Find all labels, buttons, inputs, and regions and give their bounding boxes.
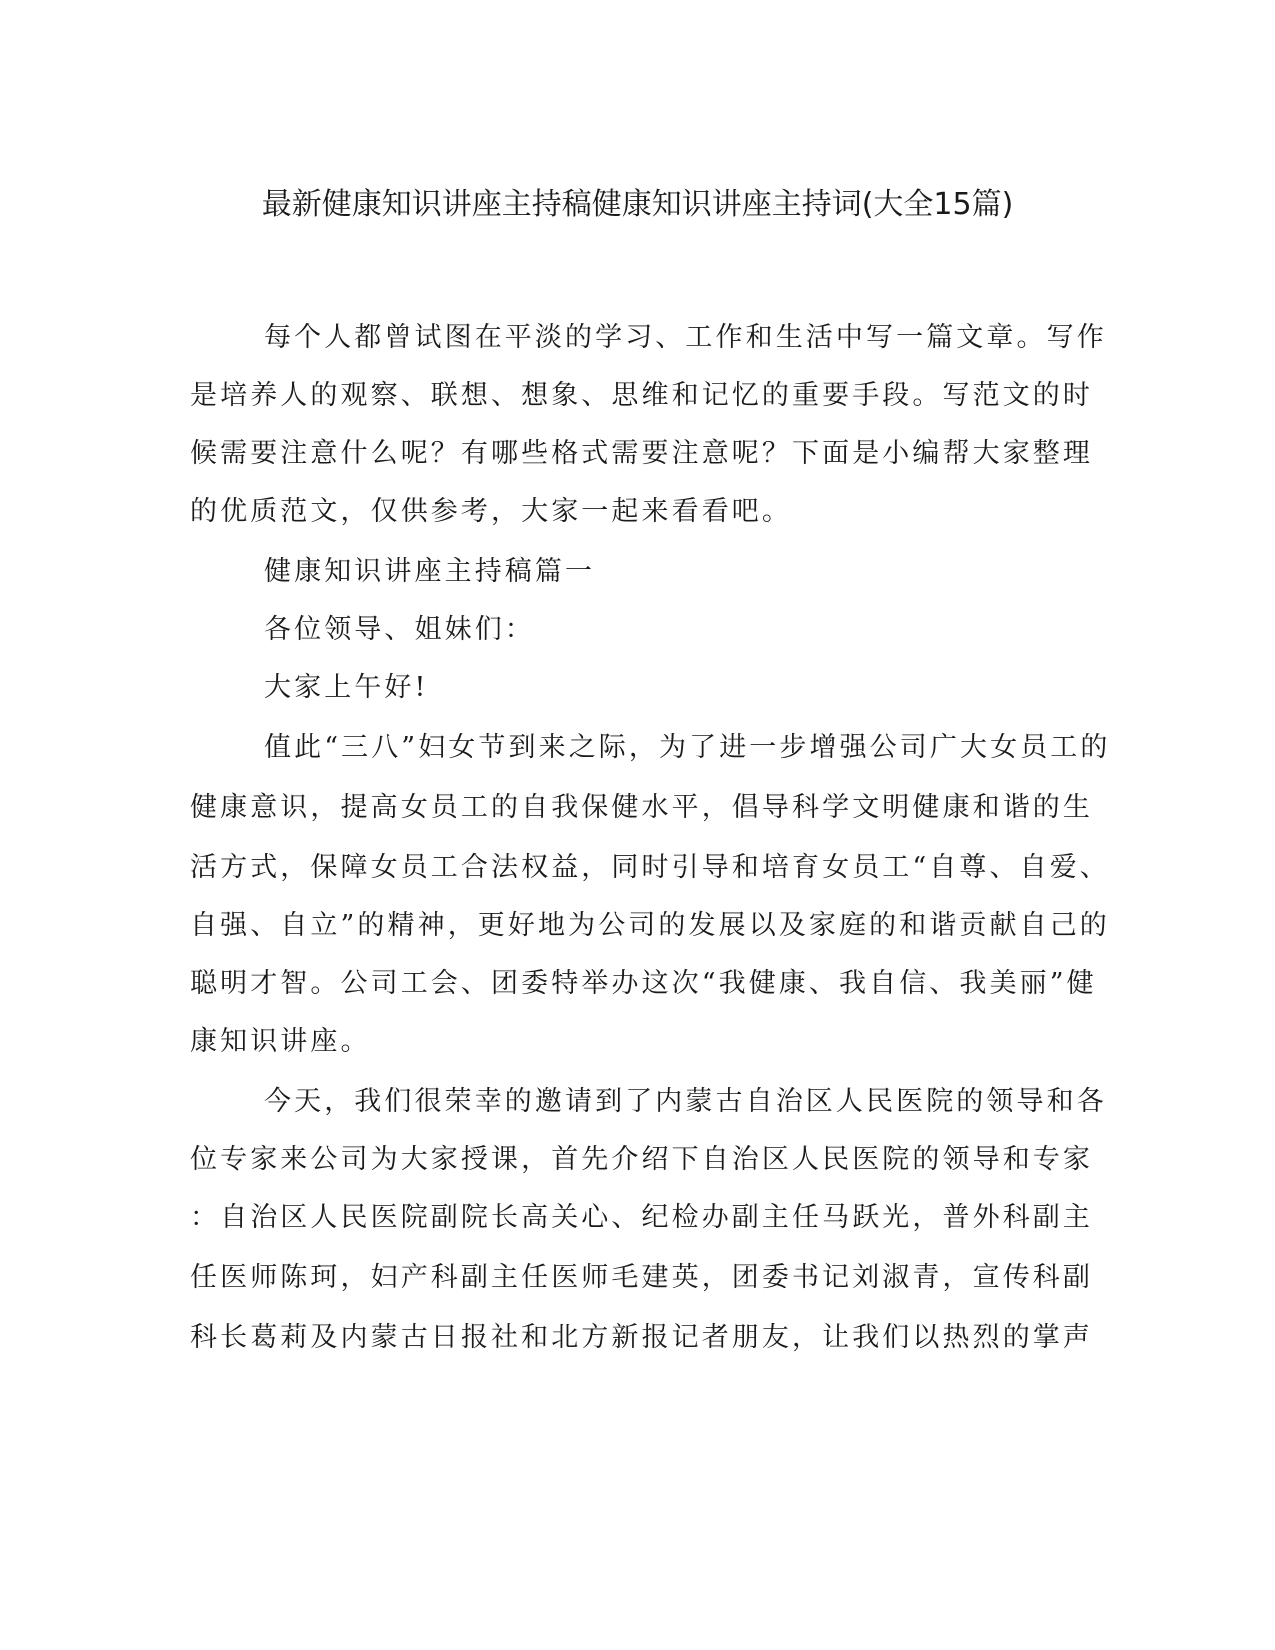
section-heading: 健康知识讲座主持稿篇一 [264,556,596,587]
paragraph-line: 康知识讲座。 [190,1026,371,1057]
paragraph-line: 活方式，保障女员工合法权益，同时引导和培育女员工“自尊、自爱、 [190,852,1110,883]
document-title: 最新健康知识讲座主持稿健康知识讲座主持词(大全15篇) [261,187,1014,222]
salutation-line: 各位领导、姐妹们： [264,614,535,645]
paragraph-line: 每个人都曾试图在平淡的学习、工作和生活中写一篇文章。写作 [264,322,1107,353]
paragraph-line: 聪明才智。公司工会、团委特举办这次“我健康、我自信、我美丽”健 [190,968,1097,999]
paragraph-line: ：自治区人民医院副院长高关心、纪检办副主任马跃光，普外科副主 [190,1202,1093,1233]
paragraph-line: 候需要注意什么呢？有哪些格式需要注意呢？下面是小编帮大家整理 [190,438,1093,469]
paragraph-line: 任医师陈珂，妇产科副主任医师毛建英，团委书记刘淑青，宣传科副 [190,1262,1093,1293]
paragraph-line: 健康意识，提高女员工的自我保健水平，倡导科学文明健康和谐的生 [190,792,1093,823]
paragraph-line: 位专家来公司为大家授课，首先介绍下自治区人民医院的领导和专家 [190,1144,1093,1175]
paragraph-line: 自强、自立”的精神，更好地为公司的发展以及家庭的和谐贡献自己的 [190,910,1110,941]
paragraph-line: 值此“三八”妇女节到来之际，为了进一步增强公司广大女员工的 [264,732,1111,763]
paragraph-line: 是培养人的观察、联想、想象、思维和记忆的重要手段。写范文的时 [190,380,1093,411]
greeting-line: 大家上午好! [264,672,429,703]
paragraph-line: 今天，我们很荣幸的邀请到了内蒙古自治区人民医院的领导和各 [264,1086,1107,1117]
paragraph-line: 科长葛莉及内蒙古日报社和北方新报记者朋友，让我们以热烈的掌声 [190,1322,1093,1353]
paragraph-line: 的优质范文，仅供参考，大家一起来看看吧。 [190,496,792,527]
